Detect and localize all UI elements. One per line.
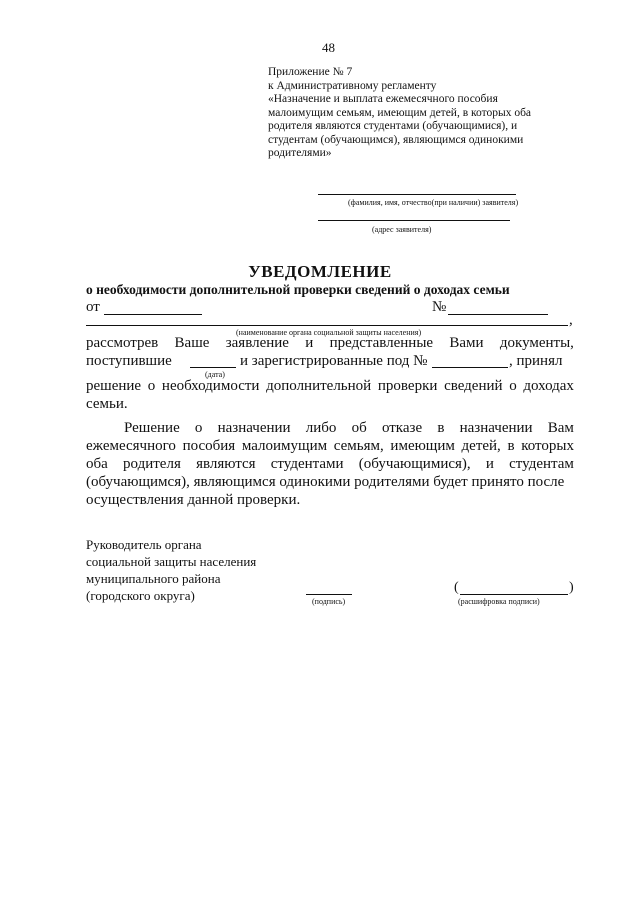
from-label: от [86, 299, 100, 315]
word: имеющим [390, 438, 455, 454]
word: Решение [124, 420, 180, 436]
decoding-caption: (расшифровка подписи) [458, 597, 540, 606]
word: Ваше [174, 335, 210, 351]
word: рассмотрев [86, 335, 159, 351]
word: в [507, 438, 515, 454]
word: детей, [461, 438, 501, 454]
applicant-address-caption: (адрес заявителя) [372, 225, 432, 234]
paragraph-1-line-2-end: , принял [509, 353, 563, 369]
authority-caption: (наименование органа социальной защиты населения) [236, 328, 422, 337]
annex-line: к Административному регламенту [268, 79, 437, 92]
word: о [509, 378, 517, 394]
word: проверки [377, 378, 438, 394]
word: студентам [509, 456, 574, 472]
decoding-line [460, 594, 568, 595]
annex-line: студентам (обучающимся), являющимся одинокими [268, 133, 524, 146]
paragraph-1-line-1 [86, 335, 574, 352]
decoding-close-paren: ) [569, 580, 574, 595]
word: в [437, 420, 445, 436]
word: дополнительной [266, 378, 372, 394]
paragraph-1-line-2-mid: и зарегистрированные под № [240, 353, 428, 369]
word: и [305, 335, 314, 351]
word: о [147, 378, 156, 394]
word: заявление [225, 335, 289, 351]
applicant-address-line [318, 220, 510, 221]
word: назначении [217, 420, 291, 436]
annex-line: родителя являются студентами (обучающимися), и [268, 120, 518, 132]
annex-line: малоимущим семьям, имеющим детей, в которых оба [268, 106, 532, 119]
paragraph-1-line-3 [86, 378, 574, 395]
word: сведений [444, 378, 503, 394]
word: которых [521, 438, 574, 454]
signature-line [306, 594, 352, 595]
word: доходах [523, 378, 574, 394]
word: (обучающимися), [358, 456, 471, 472]
word: Вами [449, 335, 484, 351]
registration-number-line [432, 367, 508, 368]
word: необходимости [161, 378, 260, 394]
received-date-line [190, 367, 236, 368]
signature-caption: (подпись) [312, 597, 346, 606]
annex-header [268, 66, 531, 161]
number-label: № [432, 299, 447, 315]
trailing-comma: , [569, 312, 573, 328]
position-line: муниципального района [86, 571, 221, 586]
notice-number-line [448, 314, 548, 315]
word: отказе [381, 420, 423, 436]
word: малоимущим [241, 438, 328, 454]
annex-line: Приложение № 7 [268, 66, 353, 78]
paragraph-2-line-3 [86, 456, 574, 473]
position-line: (городского округа) [86, 588, 195, 603]
word: ежемесячного [86, 438, 176, 454]
word: и [485, 456, 494, 472]
paragraph-1-line-4: семьи. [86, 396, 128, 412]
word: студентами [270, 456, 344, 472]
notice-subtitle: о необходимости дополнительной проверки сведений о доходах семьи [86, 282, 510, 297]
authority-name-line [86, 325, 568, 326]
word: о [194, 420, 203, 436]
paragraph-2-line-1 [124, 420, 574, 437]
from-date-line [104, 314, 202, 315]
position-line: социальной защиты населения [86, 554, 257, 569]
official-position [86, 536, 256, 604]
notice-title: УВЕДОМЛЕНИЕ [248, 262, 392, 281]
word: являются [196, 456, 256, 472]
decoding-open-paren: ( [454, 580, 459, 595]
word: оба [86, 456, 108, 472]
word: об [351, 420, 367, 436]
word: пособия [182, 438, 236, 454]
word: решение [86, 378, 142, 394]
word: либо [305, 420, 337, 436]
date-caption: (дата) [205, 370, 225, 379]
paragraph-2-line-2 [86, 438, 574, 455]
paragraph-2-line-4: (обучающимся), являющимся одинокими родителями будет принято после [86, 474, 565, 490]
annex-line: родителями» [268, 147, 332, 159]
applicant-name-line [318, 194, 516, 195]
annex-line: «Назначение и выплата ежемесячного пособия [268, 93, 498, 105]
word: документы, [499, 335, 574, 351]
applicant-name-caption: (фамилия, имя, отчество(при наличии) заявителя) [348, 198, 519, 207]
paragraph-1-line-2-start: поступившие [86, 353, 172, 369]
word: представленные [329, 335, 434, 351]
page-number: 48 [322, 40, 335, 55]
word: Вам [547, 420, 574, 436]
word: родителя [123, 456, 181, 472]
position-line: Руководитель органа [86, 537, 202, 552]
word: семьям, [333, 438, 384, 454]
word: назначении [459, 420, 533, 436]
paragraph-2-line-5: осуществления данной проверки. [86, 492, 301, 508]
